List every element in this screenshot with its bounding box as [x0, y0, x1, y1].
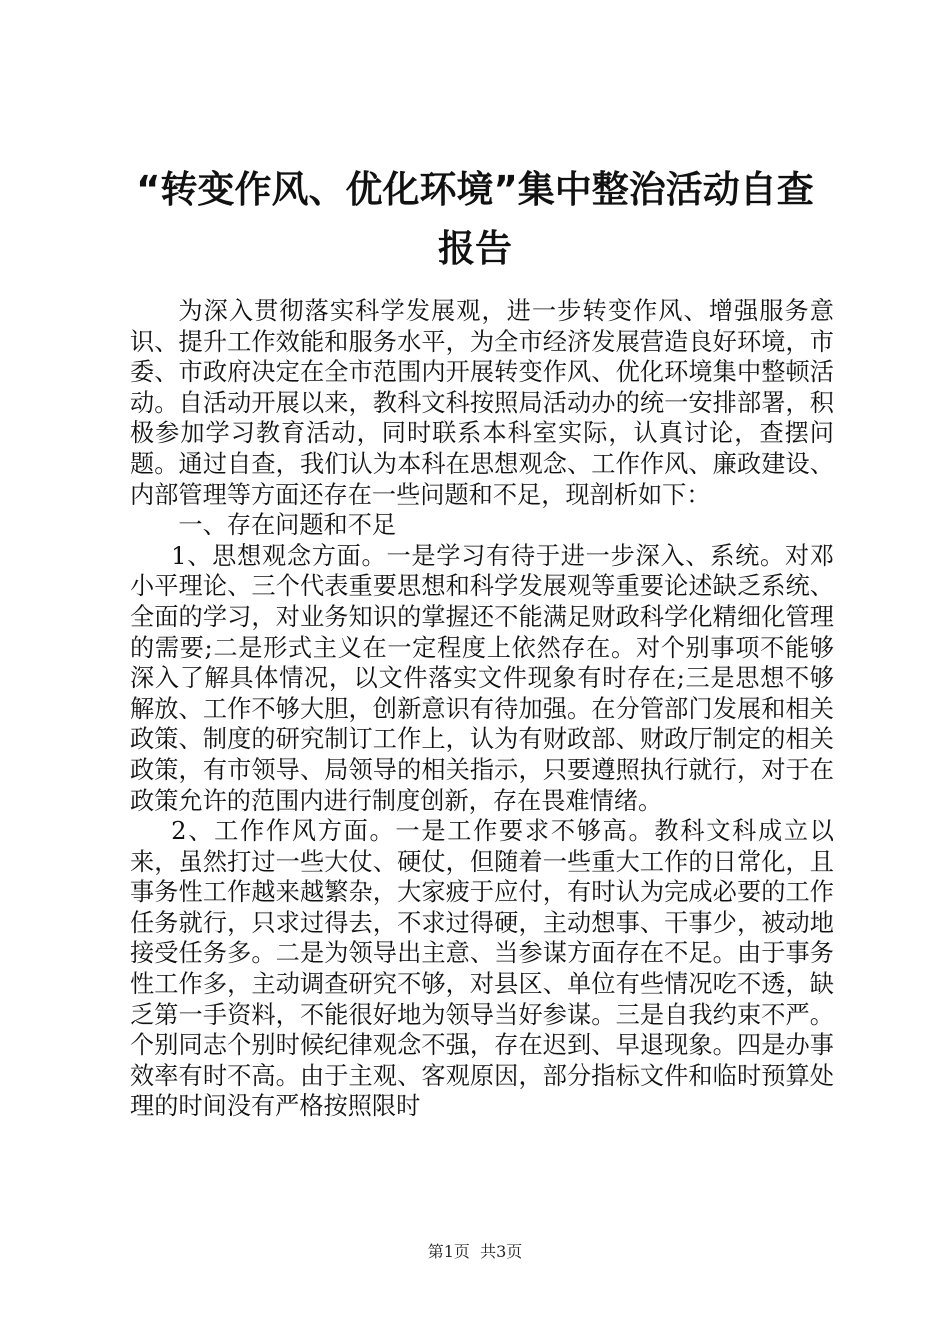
section-heading: 一、存在问题和不足: [178, 511, 397, 540]
paragraph-work-style: 2、工作作风方面。一是工作要求不够高。教科文科成立以来，虽然打过一些大仗、硬仗，但随着一些重大工作的日常化，且事务性工作越来越繁杂，大家疲于应付，有时认为完成必要的工作任务就行，只求过得去，不求过得硬，主动想事、干事少，被动地接受任务多。二是为领导出主意、当参谋方面存在不足。由于事务性工作多，主动调查研究不够，对县区、单位有些情况吃不透，缺乏第一手资料，不能很好地为领导当好参谋。三是自我约束不严。个别同志个别时候纪律观念不强，存在迟到、早退现象。四是办事效率有时不高。由于主观、客观原因，部分指标文件和临时预算处理的时间没有严格按照限时: [130, 817, 834, 1121]
document-title: “转变作风、优化环境”集中整治活动自查报告: [136, 168, 814, 270]
paragraph-thinking: 1、思想观念方面。一是学习有待于进一步深入、系统。对邓小平理论、三个代表重要思想和科学发展观等重要论述缺乏系统、全面的学习，对业务知识的掌握还不能满足财政科学化精细化管理的需要;二是形式主义在一定程度上依然存在。对个别事项不能够深入了解具体情况，以文件落实文件现象有时存在;三是思想不够解放、工作不够大胆，创新意识有待加强。在分管部门发展和相关政策、制度的研究制订工作上，认为有财政部、财政厅制定的相关政策，有市领导、局领导的相关指示，只要遵照执行就行，对于在政策允许的范围内进行制度创新，存在畏难情绪。: [130, 541, 834, 815]
document-body: [130, 296, 834, 1122]
page-number: 第1页 共3页: [427, 1242, 523, 1261]
page-footer: [0, 1242, 950, 1262]
intro-paragraph: 为深入贯彻落实科学发展观，进一步转变作风、增强服务意识、提升工作效能和服务水平，为全市经济发展营造良好环境，市委、市政府决定在全市范围内开展转变作风、优化环境集中整顿活动。自活动开展以来，教科文科按照局活动办的统一安排部署，积极参加学习教育活动，同时联系本科室实际，认真讨论，查摆问题。通过自查，我们认为本科在思想观念、工作作风、廉政建设、内部管理等方面还存在一些问题和不足，现剖析如下：: [130, 297, 834, 509]
